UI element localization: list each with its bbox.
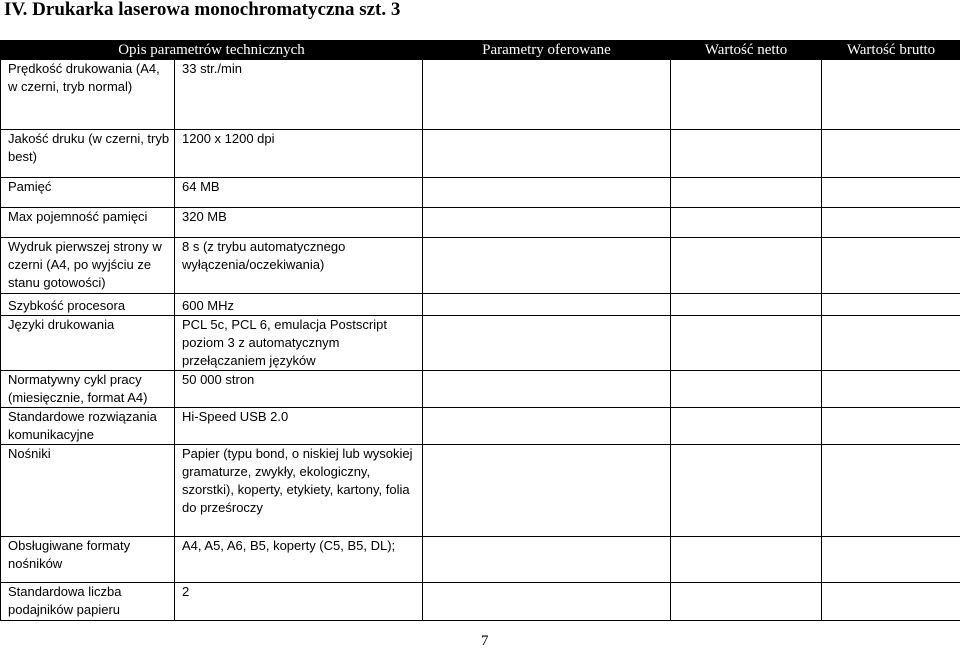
net-cell[interactable]	[671, 208, 822, 238]
header-param-description: Opis parametrów technicznych	[1, 41, 423, 60]
gross-cell[interactable]	[822, 238, 960, 294]
param-value: 320 MB	[175, 208, 423, 238]
offered-cell[interactable]	[423, 316, 671, 371]
param-name: Obsługiwane formaty nośników	[1, 537, 175, 583]
net-cell[interactable]	[671, 537, 822, 583]
offered-cell[interactable]	[423, 294, 671, 316]
offered-cell[interactable]	[423, 408, 671, 445]
gross-cell[interactable]	[822, 583, 960, 621]
table-row	[1, 294, 960, 316]
spec-table	[0, 40, 960, 621]
param-value: 64 MB	[175, 178, 423, 208]
table-row	[1, 445, 960, 537]
net-cell[interactable]	[671, 445, 822, 537]
header-offered-params: Parametry oferowane	[423, 41, 671, 60]
table-row	[1, 130, 960, 178]
offered-cell[interactable]	[423, 445, 671, 537]
param-name: Języki drukowania	[1, 316, 175, 371]
net-cell[interactable]	[671, 60, 822, 130]
gross-cell[interactable]	[822, 60, 960, 130]
param-name: Max pojemność pamięci	[1, 208, 175, 238]
table-row	[1, 238, 960, 294]
offered-cell[interactable]	[423, 583, 671, 621]
offered-cell[interactable]	[423, 208, 671, 238]
gross-cell[interactable]	[822, 445, 960, 537]
net-cell[interactable]	[671, 316, 822, 371]
net-cell[interactable]	[671, 130, 822, 178]
net-cell[interactable]	[671, 294, 822, 316]
net-cell[interactable]	[671, 583, 822, 621]
param-name: Nośniki	[1, 445, 175, 537]
header-net-value: Wartość netto	[671, 41, 822, 60]
table-row	[1, 583, 960, 621]
table-row	[1, 208, 960, 238]
table-row	[1, 60, 960, 130]
net-cell[interactable]	[671, 408, 822, 445]
param-value: 50 000 stron	[175, 371, 423, 408]
param-name: Prędkość drukowania (A4, w czerni, tryb normal)	[1, 60, 175, 130]
param-name: Pamięć	[1, 178, 175, 208]
header-gross-value: Wartość brutto	[822, 41, 960, 60]
gross-cell[interactable]	[822, 130, 960, 178]
gross-cell[interactable]	[822, 371, 960, 408]
gross-cell[interactable]	[822, 408, 960, 445]
gross-cell[interactable]	[822, 537, 960, 583]
param-name: Wydruk pierwszej strony w czerni (A4, po wyjściu ze stanu gotowości)	[1, 238, 175, 294]
param-name: Normatywny cykl pracy (miesięcznie, format A4)	[1, 371, 175, 408]
offered-cell[interactable]	[423, 238, 671, 294]
param-value: Hi-Speed USB 2.0	[175, 408, 423, 445]
page-number: 7	[481, 632, 489, 650]
gross-cell[interactable]	[822, 294, 960, 316]
param-value: 2	[175, 583, 423, 621]
param-value: PCL 5c, PCL 6, emulacja Postscript poziom 3 z automatycznym przełączaniem języków	[175, 316, 423, 371]
net-cell[interactable]	[671, 178, 822, 208]
param-name: Szybkość procesora	[1, 294, 175, 316]
offered-cell[interactable]	[423, 371, 671, 408]
table-row	[1, 178, 960, 208]
table-header-row	[1, 41, 960, 60]
table-row	[1, 408, 960, 445]
net-cell[interactable]	[671, 371, 822, 408]
param-value: 8 s (z trybu automatycznego wyłączenia/oczekiwania)	[175, 238, 423, 294]
param-value: 1200 x 1200 dpi	[175, 130, 423, 178]
param-value: 600 MHz	[175, 294, 423, 316]
param-value: A4, A5, A6, B5, koperty (C5, B5, DL);	[175, 537, 423, 583]
param-value: 33 str./min	[175, 60, 423, 130]
table-row	[1, 371, 960, 408]
offered-cell[interactable]	[423, 130, 671, 178]
gross-cell[interactable]	[822, 178, 960, 208]
table-row	[1, 316, 960, 371]
param-name: Standardowe rozwiązania komunikacyjne	[1, 408, 175, 445]
gross-cell[interactable]	[822, 316, 960, 371]
page-heading: IV. Drukarka laserowa monochromatyczna szt. 3	[4, 0, 400, 22]
offered-cell[interactable]	[423, 537, 671, 583]
offered-cell[interactable]	[423, 60, 671, 130]
gross-cell[interactable]	[822, 208, 960, 238]
table-row	[1, 537, 960, 583]
param-name: Jakość druku (w czerni, tryb best)	[1, 130, 175, 178]
param-name: Standardowa liczba podajników papieru	[1, 583, 175, 621]
offered-cell[interactable]	[423, 178, 671, 208]
param-value: Papier (typu bond, o niskiej lub wysokiej gramaturze, zwykły, ekologiczny, szorstki), koperty, etykiety, kartony, folia do prześroczy	[175, 445, 423, 537]
net-cell[interactable]	[671, 238, 822, 294]
